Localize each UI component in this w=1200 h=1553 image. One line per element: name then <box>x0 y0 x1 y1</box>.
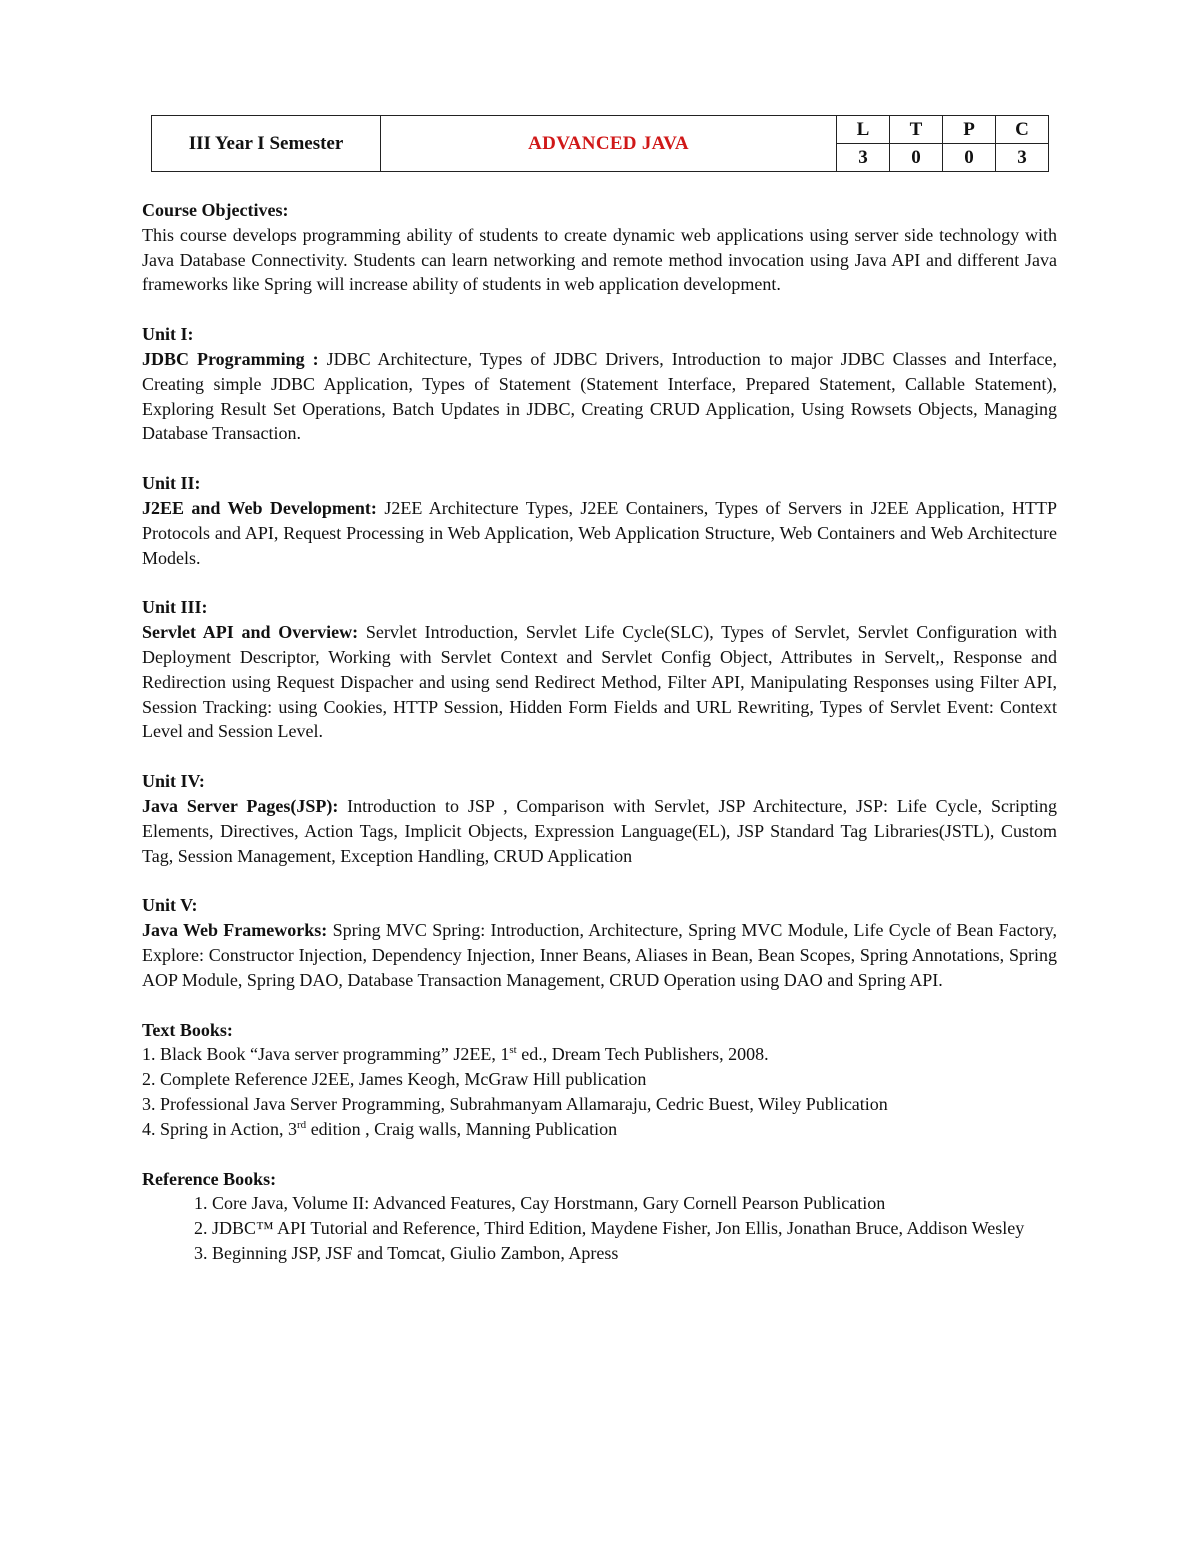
unit-5 <box>142 893 1057 992</box>
unit-text: Introduction to JSP , Comparison with Servlet, JSP Architecture, JSP: Life Cycle, Scripting Elements, Directives, Action Tags, Implicit Objects, Expression Language(EL), JSP Standard Tag Libraries(JSTL), Custom Tag, Session Management, Exception Handling, CRUD Application <box>142 795 1058 866</box>
unit-heading: Unit III: <box>142 597 208 618</box>
unit-body <box>142 496 1057 570</box>
ltpc-label-c: C <box>996 116 1049 144</box>
ltpc-value-p: 0 <box>943 144 996 172</box>
textbooks-list <box>142 1042 1057 1141</box>
unit-title: Java Server Pages(JSP): <box>142 795 339 816</box>
syllabus-content <box>142 198 1057 1266</box>
unit-text: Spring MVC Spring: Introduction, Architecture, Spring MVC Module, Life Cycle of Bean Factory, Explore: Constructor Injection, Dependency Injection, Inner Beans, Aliases in Bean, Bean Scopes, Spring Annotations, Spring AOP Module, Spring DAO, Database Transaction Management, CRUD Operation using DAO and Spring API. <box>142 920 1057 990</box>
list-item <box>142 1042 1057 1067</box>
ltpc-label-l: L <box>837 116 890 144</box>
ltpc-label-t: T <box>890 116 943 144</box>
objectives-text: This course develops programming ability of students to create dynamic web applications using server side technology with Java Database Connectivity. Students can learn networking and remote method invocation using Java API and different Java frameworks like Spring will increase ability of students in web application development. <box>142 224 1057 295</box>
ordinal-suffix: st <box>509 1044 517 1057</box>
unit-3 <box>142 595 1057 744</box>
unit-body <box>142 347 1057 446</box>
list-item: 1. Core Java, Volume II: Advanced Features, Cay Horstmann, Gary Cornell Pearson Publication <box>212 1191 1057 1216</box>
textbook-text: 2. Complete Reference J2EE, James Keogh, McGraw Hill publication <box>142 1069 647 1090</box>
semester-cell: III Year I Semester <box>152 116 381 172</box>
textbooks-heading: Text Books: <box>142 1019 233 1040</box>
textbook-text: 4. Spring in Action, 3 <box>142 1118 298 1139</box>
unit-body <box>142 620 1057 744</box>
unit-text: J2EE Architecture Types, J2EE Containers, Types of Servers in J2EE Application, HTTP Protocols and API, Request Processing in Web Application, Web Application Structure, Web Containers and Web Architecture Models. <box>142 497 1057 568</box>
textbook-text: ed., Dream Tech Publishers, 2008. <box>516 1044 769 1065</box>
course-header-table <box>151 115 1049 172</box>
text-books <box>142 1018 1057 1142</box>
unit-title: Java Web Frameworks: <box>142 920 328 941</box>
ltpc-label-p: P <box>943 116 996 144</box>
unit-body <box>142 918 1057 992</box>
unit-heading: Unit V: <box>142 895 198 916</box>
objectives-heading: Course Objectives: <box>142 200 289 220</box>
references-heading: Reference Books: <box>142 1168 277 1189</box>
unit-2 <box>142 471 1057 570</box>
references-list <box>142 1191 1057 1265</box>
unit-heading: Unit II: <box>142 473 201 494</box>
unit-title: Servlet API and Overview: <box>142 622 359 643</box>
unit-body <box>142 794 1057 868</box>
ltpc-value-c: 3 <box>996 144 1049 172</box>
unit-heading: Unit IV: <box>142 771 205 792</box>
subject-title: ADVANCED JAVA <box>381 116 837 172</box>
ltpc-value-t: 0 <box>890 144 943 172</box>
unit-title: J2EE and Web Development: <box>142 497 377 518</box>
list-item <box>142 1067 1057 1092</box>
unit-1 <box>142 322 1057 446</box>
unit-text: Servlet Introduction, Servlet Life Cycle(SLC), Types of Servlet, Servlet Configuration with Deployment Descriptor, Working with Servlet Context and Servlet Config Object, Attributes in Servelt,, Response and Redirection using Request Dispacher and using send Redirect Method, Filter API, Manipulating Responses using Filter API, Session Tracking: using Cookies, HTTP Session, Hidden Form Fields and URL Rewriting, Types of Servlet Event: Context Level and Session Level. <box>142 622 1058 742</box>
list-item: 3. Beginning JSP, JSF and Tomcat, Giulio Zambon, Apress <box>212 1241 1057 1266</box>
textbook-text: 3. Professional Java Server Programming, Subrahmanyam Allamaraju, Cedric Buest, Wiley Publication <box>142 1093 888 1114</box>
unit-text: JDBC Architecture, Types of JDBC Drivers, Introduction to major JDBC Classes and Interface, Creating simple JDBC Application, Types of Statement (Statement Interface, Prepared Statement, Callable Statement), Exploring Result Set Operations, Batch Updates in JDBC, Creating CRUD Application, Using Rowsets Objects, Managing Database Transaction. <box>142 348 1057 444</box>
ordinal-suffix: rd <box>297 1118 307 1131</box>
list-item: 2. JDBC™ API Tutorial and Reference, Third Edition, Maydene Fisher, Jon Ellis, Jonathan Bruce, Addison Wesley <box>212 1216 1057 1241</box>
unit-title: JDBC Programming : <box>142 348 319 369</box>
unit-heading: Unit I: <box>142 324 194 345</box>
list-item <box>142 1092 1057 1117</box>
course-objectives <box>142 198 1057 297</box>
textbook-text: edition , Craig walls, Manning Publication <box>306 1118 618 1139</box>
ltpc-value-l: 3 <box>837 144 890 172</box>
list-item <box>142 1117 1057 1142</box>
textbook-text: 1. Black Book “Java server programming” J2EE, 1 <box>142 1044 510 1065</box>
reference-books <box>142 1167 1057 1266</box>
unit-4 <box>142 769 1057 868</box>
